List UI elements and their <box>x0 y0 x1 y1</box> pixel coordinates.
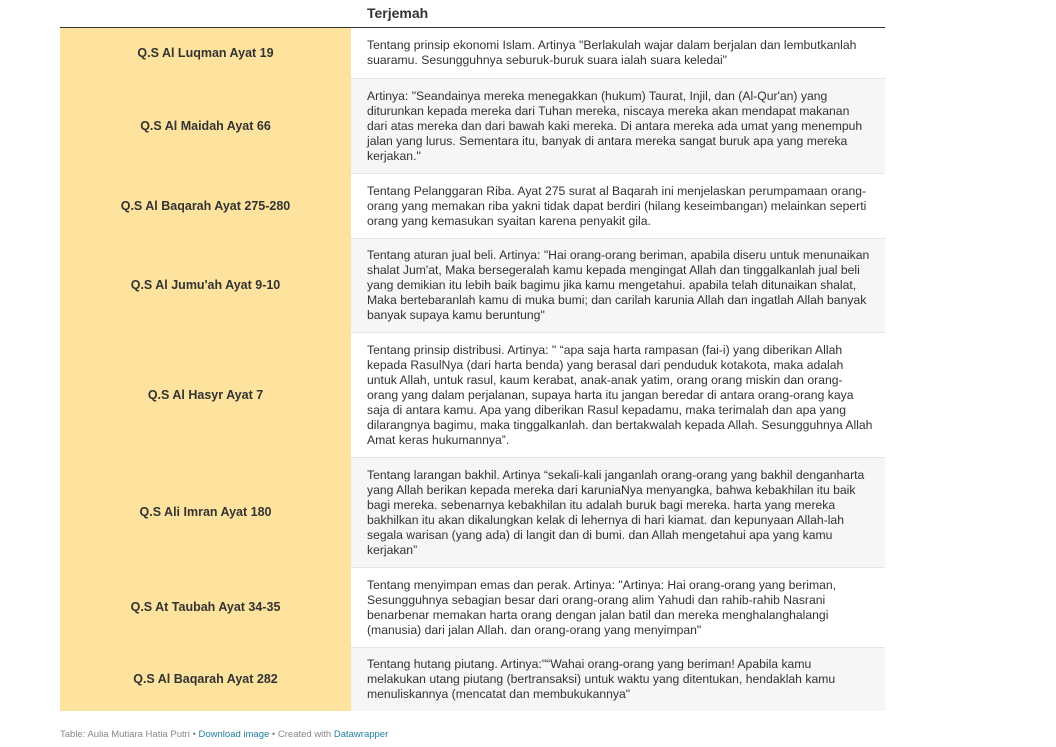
ayat-cell: Q.S Al Baqarah Ayat 282 <box>60 647 351 711</box>
footer-credit: Table: Aulia Mutiara Hatia Putri • <box>60 729 199 740</box>
datawrapper-link[interactable]: Datawrapper <box>333 729 389 740</box>
header-col-ayat <box>60 0 351 27</box>
footer-created-with: • Created with <box>269 729 334 740</box>
terjemah-cell: Tentang menyimpan emas dan perak. Artinya: "Artinya: Hai orang-orang yang beriman, Sesungguhnya sebagian besar dari orang-orang alim Yahudi dan rahib-rahib Nasrani benarbenar memakan harta orang dengan jalan batil dan mereka menghalanghalangi (manusia) dari jalan Allah. dan orang-orang yang menyimpan" <box>351 567 885 647</box>
ayat-cell: Q.S Al Maidah Ayat 66 <box>60 78 351 173</box>
terjemah-cell: Tentang Pelanggaran Riba. Ayat 275 surat al Baqarah ini menjelaskan perumpamaan orang-orang yang memakan riba yakni tidak dapat berdiri (hilang keseimbangan) melainkan seperti orang yang kemasukan syaitan karena penyakit gila. <box>351 173 885 238</box>
terjemah-cell: Artinya: "Seandainya mereka menegakkan (hukum) Taurat, Injil, dan (Al-Qur'an) yang diturunkan kepada mereka dari Tuhan mereka, niscaya mereka akan mendapat makanan dari atas mereka dan dari bawah kaki mereka. Di antara mereka ada umat yang menempuh jalan yang lurus. Sementara itu, banyak di antara mereka sangat buruk apa yang mereka kerjakan." <box>351 78 885 173</box>
table-footer <box>60 729 388 740</box>
table-row <box>60 457 885 567</box>
table-row <box>60 173 885 238</box>
table-row <box>60 332 885 457</box>
table-row <box>60 567 885 647</box>
ayat-cell: Q.S Ali Imran Ayat 180 <box>60 457 351 567</box>
ayat-cell: Q.S Al Baqarah Ayat 275-280 <box>60 173 351 238</box>
header-col-terjemah: Terjemah <box>367 5 429 21</box>
table-row <box>60 28 885 78</box>
ayat-cell: Q.S Al Jumu'ah Ayat 9-10 <box>60 238 351 332</box>
table-row <box>60 647 885 711</box>
table-row <box>60 238 885 332</box>
terjemah-cell: Tentang prinsip ekonomi Islam. Artinya "Berlakulah wajar dalam berjalan dan lembutkanlah suaramu. Sesungguhnya seburuk-buruk suara ialah suara keledai" <box>367 38 857 67</box>
terjemah-cell: Tentang prinsip distribusi. Artinya: " “apa saja harta rampasan (fai-i) yang diberikan Allah kepada RasulNya (dari harta benda) yang berasal dari penduduk kotakota, maka adalah untuk Allah, untuk rasul, kaum kerabat, anak-anak yatim, orang orang miskin dan orang-orang yang dalam perjalanan, supaya harta itu jangan beredar di antara orang-orang kaya saja di antara kamu. Apa yang diberikan Rasul kepadamu, maka terimalah dan apa yang dilarangnya bagimu, maka tinggalkanlah. dan bertakwalah kepada Allah. Sesungguhnya Allah Amat keras hukumannya”. <box>351 332 885 457</box>
terjemah-cell: Tentang larangan bakhil. Artinya “sekali-kali janganlah orang-orang yang bakhil denganharta yang Allah berikan kepada mereka dari karuniaNya menyangka, bahwa kebakhilan itu baik bagi mereka. sebenarnya kebakhilan itu adalah buruk bagi mereka. harta yang mereka bakhilkan itu akan dikalungkan kelak di lehernya di hari kiamat. dan kepunyaan Allah-lah segala warisan (yang ada) di langit dan di bumi. dan Allah mengetahui apa yang kamu kerjakan” <box>351 457 885 567</box>
ayat-cell: Q.S Al Hasyr Ayat 7 <box>60 332 351 457</box>
ayat-cell: Q.S At Taubah Ayat 34-35 <box>60 567 351 647</box>
table-header <box>60 0 885 28</box>
ayat-cell: Q.S Al Luqman Ayat 19 <box>60 28 351 78</box>
table-row <box>60 78 885 173</box>
table <box>60 0 885 711</box>
terjemah-cell: Tentang aturan jual beli. Artinya: "Hai orang-orang beriman, apabila diseru untuk menunaikan shalat Jum'at, Maka bersegeralah kamu kepada mengingat Allah dan tinggalkanlah jual beli yang demikian itu lebih baik bagimu jika kamu mengetahui. apabila telah ditunaikan shalat, Maka bertebaranlah kamu di muka bumi; dan carilah karunia Allah dan ingatlah Allah banyak banyak supaya kamu beruntung" <box>351 238 885 332</box>
download-image-link[interactable]: Download image <box>198 729 270 740</box>
terjemah-cell: Tentang hutang piutang. Artinya:"“Wahai orang-orang yang beriman! Apabila kamu melakukan utang piutang (bertransaksi) untuk waktu yang ditentukan, hendaklah kamu menuliskannya (mencatat dan membukukannya" <box>351 647 885 711</box>
